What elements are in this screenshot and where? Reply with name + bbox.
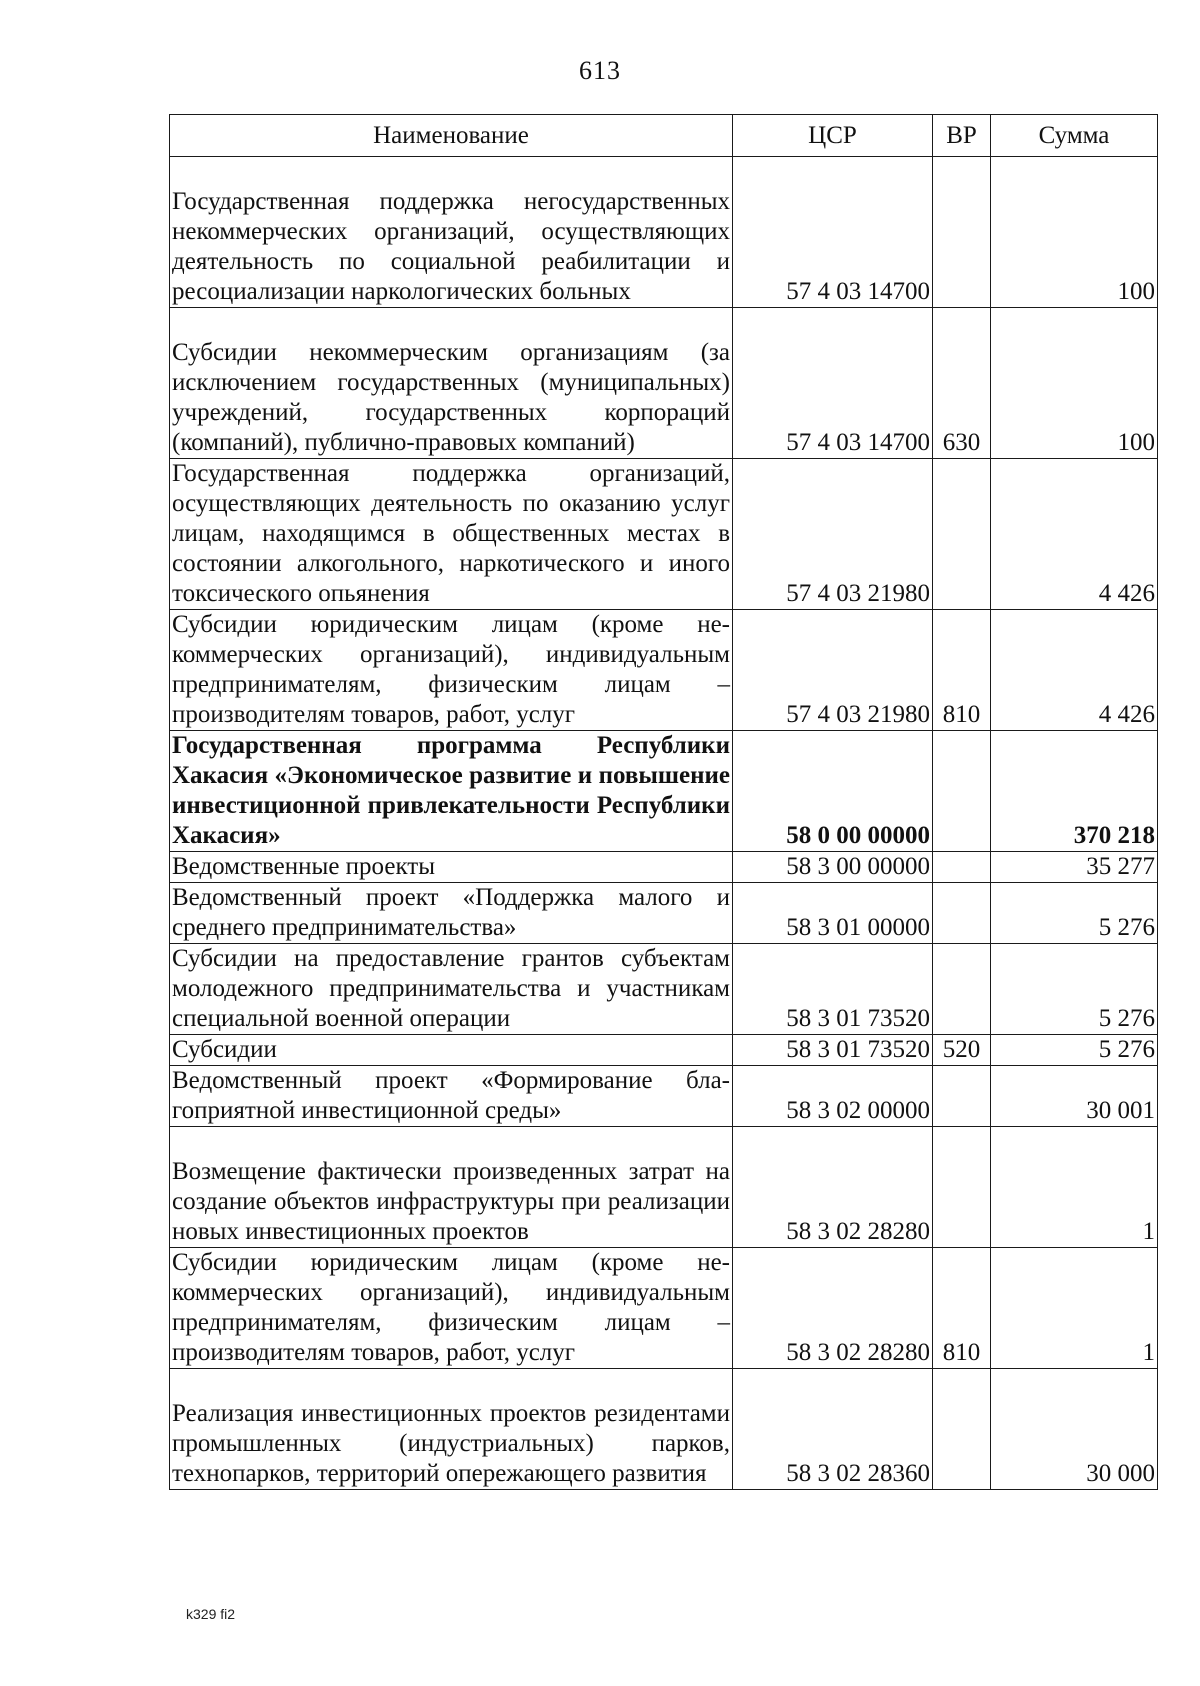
- row-sum: 100: [991, 157, 1158, 308]
- footer-document-code: k329 fi2: [186, 1606, 236, 1622]
- row-name: Государственная поддержка организаций, осуществляющих деятельность по оказанию услуг лицам, находящимся в общественных местах в состоянии алкогольного, наркотического и иного токсического опьянения: [170, 459, 733, 610]
- row-name: Государственная программа Республики Хакасия «Экономическое развитие и повышение инвестиционной привлекательности Республики Хакасия»: [170, 731, 733, 852]
- row-csr: 58 3 02 00000: [733, 1066, 933, 1127]
- header-name: Наименование: [170, 115, 733, 157]
- row-name: Ведомственный проект «Формирование благоприятной инвестиционной среды»: [170, 1066, 733, 1127]
- row-sum: 4 426: [991, 459, 1158, 610]
- row-vr: 630: [933, 308, 991, 459]
- row-sum: 5 276: [991, 944, 1158, 1035]
- row-name: Реализация инвестиционных проектов резидентами промышленных (индустриальных) парков, технопарков, территорий опережающего развития: [170, 1369, 733, 1490]
- row-name: Субсидии: [170, 1035, 733, 1066]
- budget-table: [169, 114, 1158, 1490]
- row-name: Субсидии юридическим лицам (кроме некоммерческих организаций), индивидуальным предпринимателям, физическим лицам – производителям товаров, работ, услуг: [170, 610, 733, 731]
- row-sum: 30 000: [991, 1369, 1158, 1490]
- row-sum: 370 218: [991, 731, 1158, 852]
- table-row: [170, 852, 1158, 883]
- row-sum: 5 276: [991, 883, 1158, 944]
- row-vr: [933, 852, 991, 883]
- row-sum: 1: [991, 1248, 1158, 1369]
- row-name: Субсидии некоммерческим организациям (за исключением государственных (муниципальных) учреждений, государственных корпораций (компаний), публично-правовых компаний): [170, 308, 733, 459]
- row-csr: 58 3 02 28280: [733, 1248, 933, 1369]
- row-csr: 58 3 00 00000: [733, 852, 933, 883]
- row-vr: [933, 157, 991, 308]
- row-vr: [933, 731, 991, 852]
- row-sum: 30 001: [991, 1066, 1158, 1127]
- row-vr: [933, 883, 991, 944]
- row-name: Ведомственные проекты: [170, 852, 733, 883]
- row-sum: 100: [991, 308, 1158, 459]
- row-vr: [933, 1369, 991, 1490]
- table-row: [170, 1066, 1158, 1127]
- row-vr: 520: [933, 1035, 991, 1066]
- row-vr: [933, 1127, 991, 1248]
- table-row: [170, 1127, 1158, 1248]
- table-row: [170, 883, 1158, 944]
- row-vr: 810: [933, 610, 991, 731]
- row-vr: 810: [933, 1248, 991, 1369]
- page-number: 613: [579, 56, 621, 85]
- table-row: [170, 459, 1158, 610]
- row-sum: 4 426: [991, 610, 1158, 731]
- header-sum: Сумма: [991, 115, 1158, 157]
- row-csr: 58 3 01 73520: [733, 944, 933, 1035]
- table-row: [170, 1248, 1158, 1369]
- row-name: Ведомственный проект «Поддержка малого и среднего предпринимательства»: [170, 883, 733, 944]
- row-csr: 57 4 03 21980: [733, 610, 933, 731]
- row-csr: 58 3 01 73520: [733, 1035, 933, 1066]
- row-csr: 57 4 03 14700: [733, 157, 933, 308]
- row-csr: 58 3 01 00000: [733, 883, 933, 944]
- table-row: [170, 731, 1158, 852]
- table-row: [170, 1035, 1158, 1066]
- row-name: Субсидии на предоставление грантов субъектам молодежного предпринимательства и участникам специальной военной операции: [170, 944, 733, 1035]
- row-vr: [933, 944, 991, 1035]
- row-sum: 35 277: [991, 852, 1158, 883]
- table-row: [170, 610, 1158, 731]
- table-row: [170, 157, 1158, 308]
- row-name: Государственная поддержка негосударственных некоммерческих организаций, осуществляющих деятельность по социальной реабилитации и ресоциализации наркологических больных: [170, 157, 733, 308]
- row-sum: 5 276: [991, 1035, 1158, 1066]
- header-csr: ЦСР: [733, 115, 933, 157]
- header-vr: ВР: [933, 115, 991, 157]
- row-csr: 57 4 03 21980: [733, 459, 933, 610]
- header-row: [170, 115, 1158, 157]
- table-header: [170, 115, 1158, 157]
- row-csr: 58 3 02 28280: [733, 1127, 933, 1248]
- table-row: [170, 1369, 1158, 1490]
- row-name: Субсидии юридическим лицам (кроме некоммерческих организаций), индивидуальным предпринимателям, физическим лицам – производителям товаров, работ, услуг: [170, 1248, 733, 1369]
- row-csr: 58 3 02 28360: [733, 1369, 933, 1490]
- table-body: [170, 157, 1158, 1490]
- table-row: [170, 944, 1158, 1035]
- row-csr: 58 0 00 00000: [733, 731, 933, 852]
- row-name: Возмещение фактически произведенных затрат на создание объектов инфраструктуры при реализации новых инвестиционных проектов: [170, 1127, 733, 1248]
- row-vr: [933, 459, 991, 610]
- row-vr: [933, 1066, 991, 1127]
- table-row: [170, 308, 1158, 459]
- row-sum: 1: [991, 1127, 1158, 1248]
- row-csr: 57 4 03 14700: [733, 308, 933, 459]
